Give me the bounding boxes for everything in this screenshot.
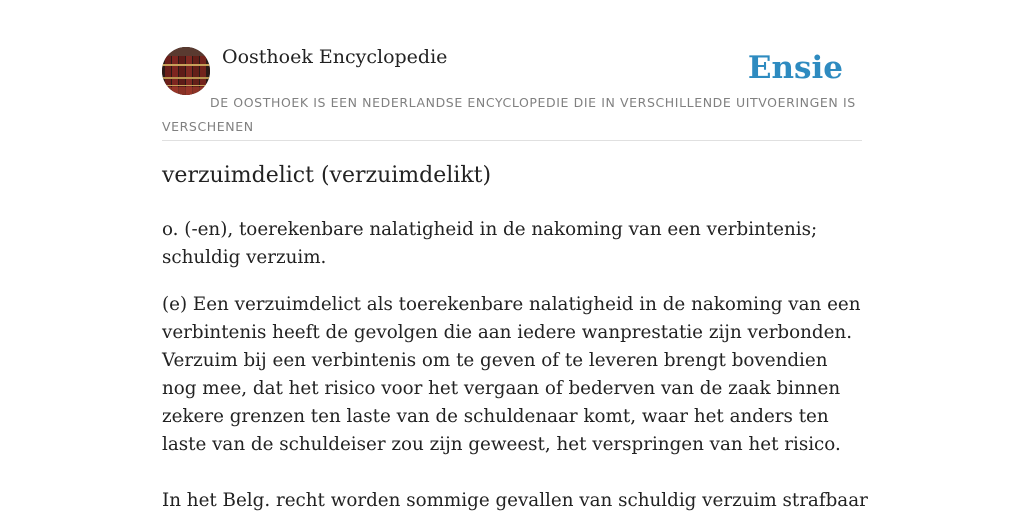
article-title: verzuimdelict (verzuimdelikt)	[162, 163, 492, 188]
article-definition: o. (-en), toerekenbare nalatigheid in de nakoming van een verbintenis; schuldig verzuim.	[162, 219, 818, 268]
article-paragraph: In het Belg. recht worden sommige gevallen van schuldig verzuim strafbaar	[162, 490, 868, 511]
site-header	[162, 44, 862, 141]
book-spines-icon	[162, 47, 210, 95]
brand-logo[interactable]: Ensie	[747, 50, 843, 86]
site-name[interactable]: Oosthoek Encyclopedie	[222, 46, 448, 68]
site-tagline: DE OOSTHOEK IS EEN NEDERLANDSE ENCYCLOPEDIE DIE IN VERSCHILLENDE UITVOERINGEN IS VERSCHENEN	[162, 95, 856, 134]
article-paragraph: (e) Een verzuimdelict als toerekenbare nalatigheid in de nakoming van een verbintenis heeft de gevolgen die aan iedere wanprestatie zijn verbonden. Verzuim bij een verbintenis om te geven of te leveren brengt bovendien nog mee, dat het risico voor het vergaan of bederven van de zaak binnen zekere grenzen ten laste van de schuldenaar komt, waar het anders ten laste van de schuldeiser zou zijn geweest, het verspringen van het risico.	[162, 294, 861, 455]
avatar[interactable]	[162, 47, 210, 95]
